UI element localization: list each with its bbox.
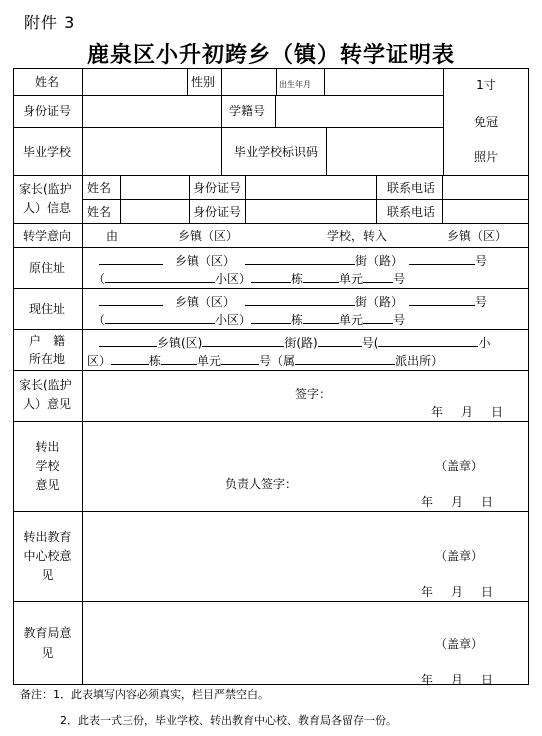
birth-label: 出生年月 [279, 80, 311, 89]
current-address-label: 现住址 [29, 302, 66, 316]
grid-line [13, 511, 529, 512]
date-line: 年 月 日 [421, 495, 494, 509]
gender-label: 性别 [191, 75, 216, 89]
out-school-label-1: 转出 [35, 440, 60, 454]
address-line-2: （ 小区） 栋 单元 号 [93, 272, 406, 286]
grid-line [13, 68, 529, 69]
out-school-label-3: 意见 [35, 478, 60, 492]
transfer-town-text: 乡镇（区） [447, 229, 508, 243]
date-line: 年 月 日 [431, 405, 504, 419]
grid-line [13, 421, 529, 422]
grid-line [13, 370, 529, 371]
hukou-label-2: 所在地 [29, 352, 66, 366]
grid-line [13, 329, 529, 330]
annex-label: 附件 3 [24, 13, 76, 32]
responsible-sign-label: 负责人签字： [225, 477, 298, 491]
edu-center-label-1: 转出教育 [23, 530, 72, 544]
hukou-label-1: 户 籍 [29, 334, 66, 348]
grid-line [13, 288, 529, 289]
grid-line [13, 95, 443, 96]
parent-id-label: 身份证号 [193, 181, 242, 195]
hukou-line-1: 乡镇(区) 街(路) 号( 小 [99, 334, 490, 350]
grad-school-label: 毕业学校 [23, 145, 72, 159]
grid-line [187, 68, 188, 95]
parent-name-label: 姓名 [87, 181, 112, 195]
parent-name-label: 姓名 [87, 205, 112, 219]
id-number-label: 身份证号 [23, 104, 72, 118]
seal-label: （盖章） [435, 637, 484, 651]
grid-line [120, 175, 121, 223]
seal-label: （盖章） [435, 459, 484, 473]
parent-id-label: 身份证号 [193, 205, 242, 219]
grid-line [189, 175, 190, 223]
grad-school-code-label: 毕业学校标识码 [234, 145, 319, 159]
parent-phone-label: 联系电话 [387, 181, 436, 195]
hukou-line-2: 区） 栋 单元 号（属 派出所） [87, 354, 444, 368]
grid-line [326, 127, 327, 175]
edu-center-label-2: 中心校意 [23, 549, 72, 563]
address-line-2: （ 小区） 栋 单元 号 [93, 313, 406, 327]
grid-line [376, 175, 377, 223]
grid-line [275, 95, 276, 127]
parent-phone-label: 联系电话 [387, 205, 436, 219]
note-2: 2．此表一式三份，毕业学校、转出教育中心校、教育局各留存一份。 [60, 714, 397, 727]
name-label: 姓名 [35, 75, 60, 89]
transfer-intent-label: 转学意向 [23, 229, 72, 243]
grid-line [13, 175, 529, 176]
address-line-1: 乡镇（区） 街（路） 号 [99, 252, 487, 268]
parent-info-label-1: 家长(监护 [19, 182, 72, 196]
grid-line [13, 127, 443, 128]
transfer-from-text: 由 [106, 229, 119, 243]
note-1: 备注：1．此表填写内容必须真实，栏目严禁空白。 [20, 688, 269, 701]
seal-label: （盖章） [435, 549, 484, 563]
edu-center-label-3: 见 [41, 568, 54, 582]
parent-opinion-label-1: 家长(监护 [19, 378, 72, 392]
date-line: 年 月 日 [421, 585, 494, 599]
signature-label: 签字： [295, 387, 332, 401]
parent-info-label-2: 人）信息 [23, 201, 72, 215]
photo-label-1: 1寸 [476, 78, 496, 92]
original-address-label: 原住址 [29, 261, 66, 275]
grid-line [442, 175, 443, 223]
grid-line [13, 601, 529, 602]
grid-line [324, 68, 325, 95]
grid-line [276, 68, 277, 95]
grid-line [82, 199, 529, 200]
page-title: 鹿泉区小升初跨乡（镇）转学证明表 [86, 43, 455, 68]
grid-line [13, 223, 529, 224]
transfer-school-text: 学校，转入 [327, 229, 388, 243]
transfer-town-text: 乡镇（区） [178, 229, 239, 243]
address-line-1: 乡镇（区） 街（路） 号 [99, 293, 487, 309]
student-no-label: 学籍号 [229, 104, 266, 118]
grid-line [245, 175, 246, 223]
grid-line [221, 68, 222, 175]
grid-line [13, 68, 14, 684]
transfer-form-table [13, 68, 529, 687]
photo-label-2: 免冠 [473, 115, 498, 129]
date-line: 年 月 日 [421, 673, 494, 687]
out-school-label-2: 学校 [35, 459, 60, 473]
grid-line [82, 68, 83, 684]
parent-opinion-label-2: 人）意见 [23, 397, 72, 411]
edu-bureau-label-1: 教育局意 [23, 626, 72, 640]
edu-bureau-label-2: 见 [41, 646, 54, 660]
photo-label-3: 照片 [473, 150, 498, 164]
grid-line [13, 247, 529, 248]
